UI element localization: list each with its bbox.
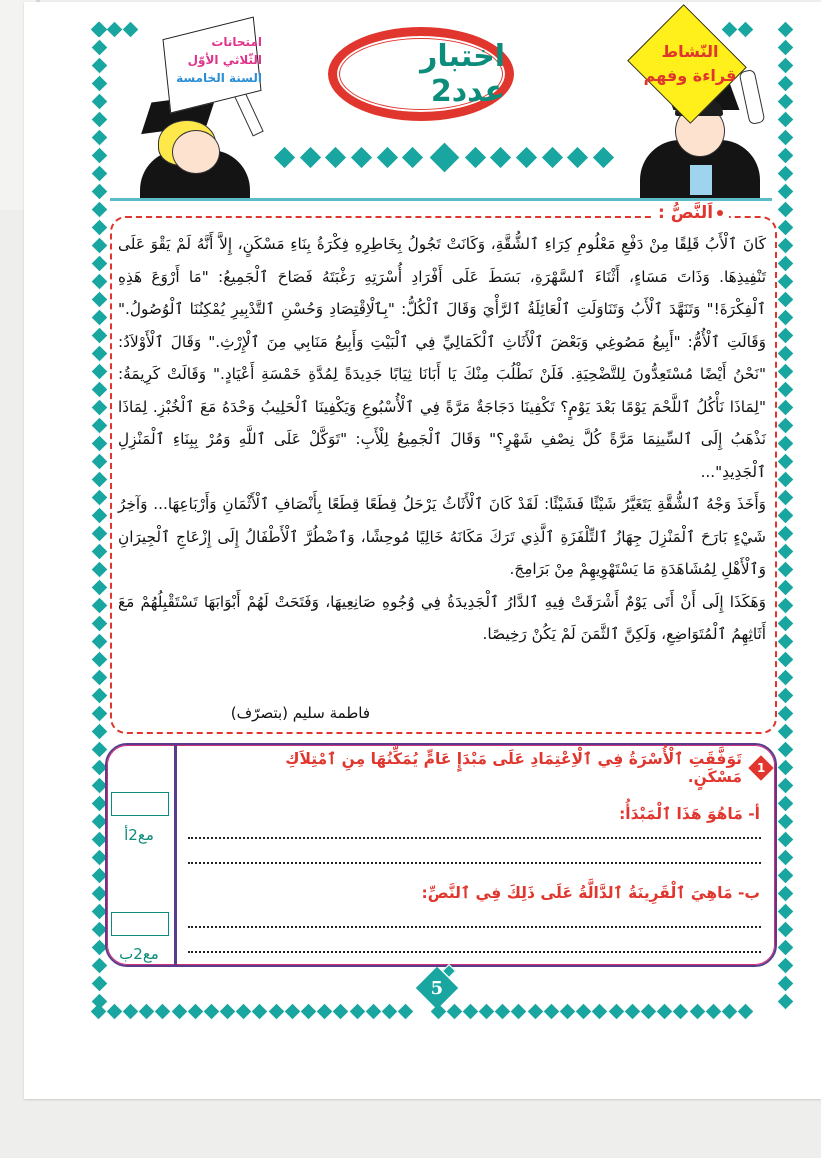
- bullet-dot-icon: [717, 210, 723, 216]
- diamond-ornament-icon: [777, 615, 793, 631]
- passage-text: [118, 228, 766, 651]
- answer-line-a2[interactable]: [188, 862, 761, 864]
- diamond-ornament-icon: [777, 705, 793, 721]
- diamond-ornament-icon: [91, 93, 107, 109]
- diamond-ornament-icon: [91, 111, 107, 127]
- header-divider: [110, 198, 772, 201]
- diamond-ornament-icon: [91, 597, 107, 613]
- diamond-ornament-icon: [429, 143, 459, 173]
- question-1: [230, 750, 770, 786]
- diamond-ornament-icon: [567, 147, 588, 168]
- diamond-ornament-icon: [777, 435, 793, 451]
- diamond-ornament-icon: [123, 21, 139, 37]
- diamond-ornament-icon: [722, 21, 738, 37]
- diamond-ornament-icon: [204, 1003, 220, 1019]
- diamond-ornament-icon: [560, 1003, 576, 1019]
- diamond-ornament-icon: [91, 381, 107, 397]
- diamond-ornament-icon: [777, 669, 793, 685]
- diamond-ornament-icon: [542, 147, 563, 168]
- diamond-ornament-icon: [139, 1003, 155, 1019]
- diamond-ornament-icon: [90, 1003, 106, 1019]
- diamond-ornament-icon: [398, 1003, 414, 1019]
- page-title: اختبار عدد2: [420, 39, 505, 109]
- diamond-ornament-icon: [91, 489, 107, 505]
- diamond-ornament-icon: [91, 957, 107, 973]
- diamond-ornament-icon: [608, 1003, 624, 1019]
- diamond-ornament-icon: [777, 183, 793, 199]
- diamond-ornament-icon: [268, 1003, 284, 1019]
- diamond-ornament-icon: [91, 975, 107, 991]
- right-sign-text: [640, 40, 740, 88]
- diamond-ornament-icon: [689, 1003, 705, 1019]
- diamond-ornament-icon: [777, 525, 793, 541]
- answer-line-b1[interactable]: [188, 926, 761, 928]
- right-sign-line2: قراءة وفهم: [643, 66, 737, 85]
- diamond-ornament-icon: [705, 1003, 721, 1019]
- diamond-ornament-icon: [91, 525, 107, 541]
- diamond-ornament-icon: [657, 1003, 673, 1019]
- diamond-ornament-icon: [722, 1003, 738, 1019]
- diamond-ornament-icon: [155, 1003, 171, 1019]
- diamond-ornament-icon: [91, 291, 107, 307]
- diamond-ornament-icon: [777, 885, 793, 901]
- diamond-ornament-icon: [91, 399, 107, 415]
- diamond-ornament-icon: [333, 1003, 349, 1019]
- diamond-ornament-icon: [777, 273, 793, 289]
- diamond-ornament-icon: [777, 741, 793, 757]
- diamond-ornament-icon: [777, 597, 793, 613]
- diamond-ornament-icon: [777, 921, 793, 937]
- diamond-ornament-icon: [777, 219, 793, 235]
- diamond-ornament-icon: [777, 39, 793, 55]
- diamond-ornament-icon: [777, 813, 793, 829]
- diamond-ornament-icon: [91, 165, 107, 181]
- diamond-ornament-icon: [285, 1003, 301, 1019]
- diamond-ornament-icon: [402, 147, 423, 168]
- diamond-ornament-icon: [91, 651, 107, 667]
- diamond-ornament-icon: [511, 1003, 527, 1019]
- diamond-ornament-icon: [777, 489, 793, 505]
- passage-label-text: اَلنَّصُّ :: [658, 203, 714, 223]
- diamond-ornament-icon: [377, 147, 398, 168]
- diamond-ornament-icon: [777, 903, 793, 919]
- bottom-diamond-border: [90, 1002, 754, 1020]
- diamond-ornament-icon: [91, 741, 107, 757]
- diamond-ornament-icon: [777, 975, 793, 991]
- question-1b: ب- مَاهِيَ ٱلْقَرِينَةُ ٱلدَّالَّةُ عَلَى ذَلِكَ فِي ٱلنَّصِّ:: [421, 884, 760, 902]
- diamond-ornament-icon: [777, 381, 793, 397]
- diamond-ornament-icon: [463, 1003, 479, 1019]
- diamond-ornament-icon: [777, 777, 793, 793]
- answer-line-b2[interactable]: [188, 951, 761, 953]
- diamond-ornament-icon: [236, 1003, 252, 1019]
- diamond-ornament-icon: [777, 471, 793, 487]
- diamond-ornament-icon: [91, 147, 107, 163]
- diamond-ornament-icon: [777, 21, 793, 37]
- diamond-ornament-icon: [673, 1003, 689, 1019]
- right-sign-line1: النّشاط: [661, 42, 719, 61]
- diamond-ornament-icon: [91, 183, 107, 199]
- diamond-ornament-icon: [300, 147, 321, 168]
- diamond-ornament-icon: [777, 759, 793, 775]
- diamond-ornament-icon: [91, 579, 107, 595]
- left-sign-line2: الثّلاثي الأوّل: [187, 53, 262, 67]
- diamond-ornament-icon: [516, 147, 537, 168]
- diamond-ornament-icon: [91, 561, 107, 577]
- diamond-ornament-icon: [301, 1003, 317, 1019]
- diamond-ornament-icon: [777, 687, 793, 703]
- diamond-ornament-icon: [777, 57, 793, 73]
- diamond-ornament-icon: [495, 1003, 511, 1019]
- left-sign-line3: السنة الخامسة: [176, 71, 262, 85]
- diamond-ornament-icon: [91, 633, 107, 649]
- diamond-ornament-icon: [91, 273, 107, 289]
- diamond-ornament-icon: [527, 1003, 543, 1019]
- diamond-ornament-icon: [91, 507, 107, 523]
- diamond-ornament-icon: [252, 1003, 268, 1019]
- diamond-ornament-icon: [777, 633, 793, 649]
- diamond-ornament-icon: [91, 705, 107, 721]
- diamond-ornament-icon: [171, 1003, 187, 1019]
- criterion-label-a: مع2أ: [124, 826, 154, 844]
- diamond-ornament-icon: [641, 1003, 657, 1019]
- title-oval: [328, 27, 514, 121]
- page-number: 5: [430, 977, 444, 999]
- diamond-ornament-icon: [91, 57, 107, 73]
- diamond-ornament-icon: [777, 345, 793, 361]
- question-number: 1: [756, 761, 766, 776]
- diamond-ornament-icon: [777, 309, 793, 325]
- diamond-ornament-icon: [777, 543, 793, 559]
- diamond-ornament-icon: [91, 435, 107, 451]
- diamond-ornament-icon: [777, 507, 793, 523]
- diamond-ornament-icon: [777, 651, 793, 667]
- diamond-ornament-icon: [777, 417, 793, 433]
- diamond-ornament-icon: [777, 831, 793, 847]
- diamond-ornament-icon: [777, 255, 793, 271]
- diamond-ornament-icon: [777, 795, 793, 811]
- criterion-label-b: مع2ب: [119, 945, 159, 963]
- diamond-ornament-icon: [576, 1003, 592, 1019]
- diamond-ornament-icon: [91, 543, 107, 559]
- diamond-ornament-icon: [777, 201, 793, 217]
- diamond-ornament-icon: [91, 327, 107, 343]
- diamond-ornament-icon: [777, 165, 793, 181]
- diamond-ornament-icon: [91, 21, 107, 37]
- passage-author: فاطمة سليم (بتصرّف): [230, 704, 370, 722]
- diamond-ornament-icon: [777, 75, 793, 91]
- diamond-ornament-icon: [107, 21, 123, 37]
- passage-label: [652, 203, 729, 223]
- diamond-ornament-icon: [465, 147, 486, 168]
- diamond-ornament-icon: [123, 1003, 139, 1019]
- diamond-ornament-icon: [349, 1003, 365, 1019]
- diamond-ornament-icon: [777, 111, 793, 127]
- diamond-ornament-icon: [777, 957, 793, 973]
- diamond-ornament-icon: [777, 993, 793, 1009]
- diamond-ornament-icon: [777, 867, 793, 883]
- diamond-ornament-icon: [91, 417, 107, 433]
- diamond-ornament-icon: [777, 327, 793, 343]
- diamond-ornament-icon: [777, 363, 793, 379]
- diamond-ornament-icon: [351, 147, 372, 168]
- diamond-ornament-icon: [544, 1003, 560, 1019]
- diamond-ornament-icon: [91, 219, 107, 235]
- diamond-ornament-icon: [777, 561, 793, 577]
- diamond-ornament-icon: [91, 309, 107, 325]
- diamond-ornament-icon: [490, 147, 511, 168]
- diamond-ornament-icon: [91, 453, 107, 469]
- score-column-divider: [174, 744, 177, 965]
- passage-paragraph: وَأَخَذَ وَجْهُ ٱلشُّقَّةِ يَتَغَيَّرُ شَيْئًا فَشَيْئًا: لَقَدْ كَانَ ٱلْأَثَاثُ يَرْحَلُ قِطَعًا قِطَعًا بِأَنْصَافِ ٱلْأَثْمَانِ وَأَرْبَاعِهَا... وَآخِرُ شَيْءٍ بَارَحَ ٱلْمَنْزِلَ جِهَازُ ٱلتِّلْفَزَةِ ٱلَّذِي تَرَكَ مَكَانَهُ خَالِيًا مُوحِشًا، وَٱضْطُرَّ ٱلْأَطْفَالُ إِلَى إِزْعَاجِ ٱلْجِيرَانِ وَٱلْأَهْلِ لِمُشَاهَدَةِ مَا يَسْتَهْوِيهِمْ مِنْ بَرَامِجَ.: [118, 495, 766, 578]
- passage-paragraph: وَهَكَذَا إِلَى أَنْ أَتَى يَوْمٌ أَشْرَقَتْ فِيهِ ٱلدَّارُ ٱلْجَدِيدَةُ فِي وُجُوهِ صَانِعِيهَا، وَفَتَحَتْ لَهُمْ أَبْوَابَهَا تَسْتَقْبِلُهُمْ مَعَ أَثَاثِهِمُ ٱلْمُتَوَاضِعِ، وَلَكِنَّ ٱلثَّمَنَ لَمْ يَكُنْ رَخِيصًا.: [118, 592, 766, 643]
- diamond-ornament-icon: [91, 723, 107, 739]
- left-sign-text: [172, 33, 262, 87]
- diamond-ornament-icon: [91, 75, 107, 91]
- question-number-badge: [748, 755, 773, 780]
- answer-line-a1[interactable]: [188, 837, 761, 839]
- diamond-ornament-icon: [592, 1003, 608, 1019]
- diamond-ornament-icon: [777, 849, 793, 865]
- diamond-ornament-icon: [91, 615, 107, 631]
- diamond-ornament-icon: [777, 93, 793, 109]
- diamond-ornament-icon: [382, 1003, 398, 1019]
- boy-shirt: [690, 165, 712, 195]
- girl-face: [172, 130, 220, 174]
- score-box-a[interactable]: [111, 792, 169, 816]
- right-diamond-border: [776, 20, 794, 1010]
- diamond-ornament-icon: [91, 255, 107, 271]
- diamond-ornament-icon: [738, 1003, 754, 1019]
- diamond-ornament-icon: [107, 1003, 123, 1019]
- diamond-ornament-icon: [91, 687, 107, 703]
- passage-paragraph: كَانَ ٱلْأَبُ قَلِقًا مِنْ دَفْعِ مَعْلُومِ كِرَاءِ ٱلشُّقَّةِ، وَكَانَتْ تَجُولُ بِخَاطِرِهِ فِكْرَةُ بِنَاءِ مَسْكَنٍ، إِلاَّ أَنَّهُ لَمْ يَقْوَ عَلَى تَنْفِيذِهَا. وَذَاتَ مَسَاءٍ، أَثْنَاءَ ٱلسَّهْرَةِ، بَسَطَ عَلَى أَفْرَادِ أُسْرَتِهِ رَغْبَتَهُ فَصَاحَ ٱلْجَمِيعُ: "مَا أَرْوَعَ هَذِهِ ٱلْفِكْرَةَ!" وَتَنَهَّدَ ٱلْأَبُ وَتَنَاوَلَتِ ٱلْعَائِلَةُ ٱلرَّأْيَ وَقَالَ ٱلْكُلُّ: "بِٱلْاِقْتِصَادِ وَحُسْنِ ٱلتَّدْبِيرِ يُمْكِنُنَا ٱلْوُصُولُ." وَقَالَتِ ٱلْأُمُّ: "أَبِيعُ مَصُوغِي وَبَعْضَ ٱلْأَثَاثِ ٱلْكَمَالِيِّ فِي ٱلْبَيْتِ وَأَبِيعُ مَنَابِي مِنَ ٱلْإِرْثِ." وَقَالَ ٱلْأَوْلاَدُ: "نَحْنُ أَيْضًا مُسْتَعِدُّونَ لِلتَّضْحِيَةِ. فَلَنْ نَطْلُبَ مِنْكَ يَا أَبَانَا ثِيَابًا جَدِيدَةً لِمُدَّةِ خَمْسَةِ أَعْيَادٍ." وَقَالَتْ كَرِيمَةُ: "لِمَاذَا نَأْكُلُ ٱللَّحْمَ يَوْمًا بَعْدَ يَوْمٍ؟ تَكْفِينَا دَجَاجَةٌ مَرَّةً فِي ٱلْأُسْبُوعِ وَيَكْفِينَا ٱلْحَلِيبُ وَحْدَهُ مَعَ ٱلْخُبْزِ. لِمَاذَا نَذْهَبُ إِلَى ٱلسِّينِمَا مَرَّةً كُلَّ نِصْفِ شَهْرٍ؟" وَقَالَ ٱلْجَمِيعُ لِلْأَبِ: "تَوَكَّلْ عَلَى ٱللَّهِ وَمُرْ بِبِنَاءِ ٱلْمَنْزِلِ ٱلْجَدِيدِ"...: [118, 235, 766, 481]
- diamond-ornament-icon: [91, 471, 107, 487]
- diamond-ornament-icon: [187, 1003, 203, 1019]
- question-1a: أ- مَاهُوَ هَذَا ٱلْمَبْدَأُ:: [619, 805, 760, 823]
- diamond-ornament-icon: [91, 39, 107, 55]
- diamond-ornament-icon: [91, 345, 107, 361]
- diamond-ornament-icon: [91, 669, 107, 685]
- diamond-ornament-icon: [366, 1003, 382, 1019]
- diamond-ornament-icon: [777, 147, 793, 163]
- header-diamond-ornament: [272, 147, 616, 168]
- diamond-ornament-icon: [777, 579, 793, 595]
- diamond-ornament-icon: [317, 1003, 333, 1019]
- diamond-ornament-icon: [777, 723, 793, 739]
- score-box-b[interactable]: [111, 912, 169, 936]
- diamond-ornament-icon: [625, 1003, 641, 1019]
- diamond-ornament-icon: [446, 1003, 462, 1019]
- diamond-ornament-icon: [777, 399, 793, 415]
- diamond-ornament-icon: [220, 1003, 236, 1019]
- diamond-ornament-icon: [274, 147, 295, 168]
- diamond-ornament-icon: [738, 21, 754, 37]
- diamond-ornament-icon: [325, 147, 346, 168]
- diamond-ornament-icon: [777, 129, 793, 145]
- left-sign-line1: امتحانات: [211, 35, 262, 49]
- diamond-ornament-icon: [91, 201, 107, 217]
- diamond-ornament-icon: [91, 129, 107, 145]
- diamond-ornament-icon: [777, 453, 793, 469]
- diamond-ornament-icon: [777, 939, 793, 955]
- diamond-ornament-icon: [593, 147, 614, 168]
- diamond-ornament-icon: [91, 363, 107, 379]
- diamond-ornament-icon: [777, 291, 793, 307]
- question-1-text: تَوَفَّقَتِ ٱلْأُسْرَةُ فِي ٱلْاِعْتِمَادِ عَلَى مَبْدَإٍ عَامٍّ يُمَكِّنُهَا مِنِ ٱمْتِلاَكِ مَسْكَنٍ.: [285, 750, 742, 786]
- diamond-ornament-icon: [479, 1003, 495, 1019]
- diamond-ornament-icon: [91, 237, 107, 253]
- diamond-ornament-icon: [777, 237, 793, 253]
